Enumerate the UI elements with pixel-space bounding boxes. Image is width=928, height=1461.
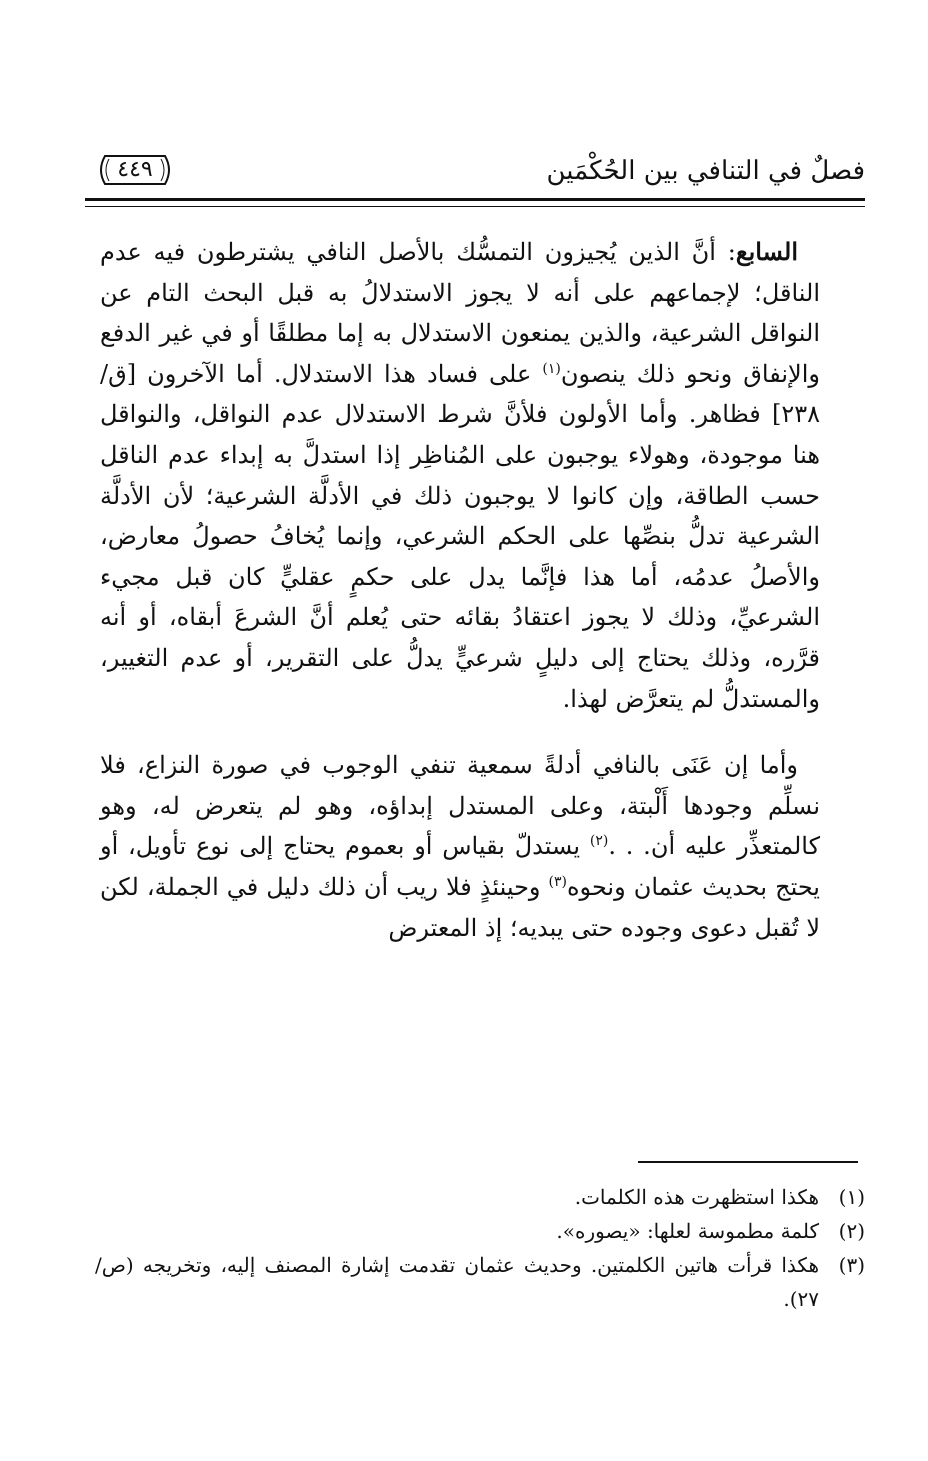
footnote-2 [95, 1214, 865, 1248]
footnote-mark: (١) [838, 1185, 865, 1209]
footnote-1 [95, 1180, 865, 1214]
footnote-text: هكذا قرأت هاتين الكلمتين. وحديث عثمان تقدمت إشارة المصنف إليه، وتخريجه (ص/ ٢٧). [95, 1253, 819, 1311]
running-title: فصلٌ في التنافي بين الحُكْمَين [546, 156, 865, 186]
footnote-separator [638, 1161, 858, 1163]
footnote-ref-1: (١) [542, 360, 561, 377]
paragraph-1-text-cont: على فساد هذا الاستدلال. أما الآخرون [ق/٢٣٨] فظاهر. وأما الأولون فلأنَّ شرط الاستدلال عدم النواقل، والنواقل هنا موجودة، وهولاء يوجبون على المُناظِر إذا استدلَّ به إبداء عدم الناقل حسب الطاقة، وإن كانوا لا يوجبون ذلك في الأدلَّة الشرعية؛ لأن الأدلَّة الشرعية تدلُّ بنصِّها على الحكم الشرعي، وإنما يُخافُ حصولُ معارض، والأصلُ عدمُه، أما هذا فإنَّما يدل على حكمٍ عقليٍّ كان قبل مجيء الشرعيِّ، وذلك لا يجوز اعتقادُ بقائه حتى يُعلم أنَّ الشرعَ أبقاه، أو أنه قرَّره، وذلك يحتاج إلى دليلٍ شرعيٍّ يدلُّ على التقرير، أو عدم التغيير، والمستدلُّ لم يتعرَّض لهذا. [100, 359, 820, 713]
footnotes [95, 1180, 865, 1316]
page-number: ٤٤٩ [117, 157, 153, 182]
paragraph-1-text: : أنَّ الذين يُجيزون التمسُّك بالأصل النافي يشترطون فيه عدم الناقل؛ لإجماعهم على أنه لا يجوز الاستدلالُ به قبل البحث التام عن النواقل الشرعية، والذين يمنعون الاستدلال به إما مطلقًا أو في غير الدفع والإنفاق ونحو ذلك ينصون [100, 238, 821, 388]
paragraph-1 [100, 232, 820, 719]
footnote-mark: (٣) [838, 1253, 865, 1277]
footnote-ref-2: (٢) [589, 833, 609, 850]
footnote-mark: (٢) [838, 1219, 865, 1243]
paragraph-2 [100, 745, 820, 948]
footnote-text: كلمة مطموسة لعلها: «يصوره». [556, 1219, 819, 1243]
footnote-3 [95, 1248, 865, 1316]
main-text [100, 232, 820, 948]
header-rule-thin [85, 206, 865, 207]
paragraph-lead-word: السابع [735, 237, 798, 266]
paragraph-2-text-mid: يستدلّ بقياس أو بعموم يحتاج إلى نوع تأويل، أو يحتج بحديث عثمان ونحوه [100, 832, 820, 901]
page-header [85, 152, 865, 196]
paragraph-2-text: وأما إن عَنَى بالنافي أدلةً سمعية تنفي الوجوب في صورة النزاع، فلا نسلِّم وجودها أَلْبتة، وعلى المستدل إبداؤه، وهو لم يتعرض له، وهو كالمتعذِّر عليه أن. . . [100, 751, 821, 861]
paragraph-2-text-cont: وحينئذٍ فلا ريب أن ذلك دليل في الجملة، لكن لا تُقبل دعوى وجوده حتى يبديه؛ إذ المعترض [100, 872, 820, 942]
footnote-ref-3: (٣) [548, 873, 567, 890]
header-rule-thick [85, 198, 865, 201]
page-number-badge [95, 152, 175, 188]
footnote-text: هكذا استظهرت هذه الكلمات. [574, 1185, 819, 1209]
